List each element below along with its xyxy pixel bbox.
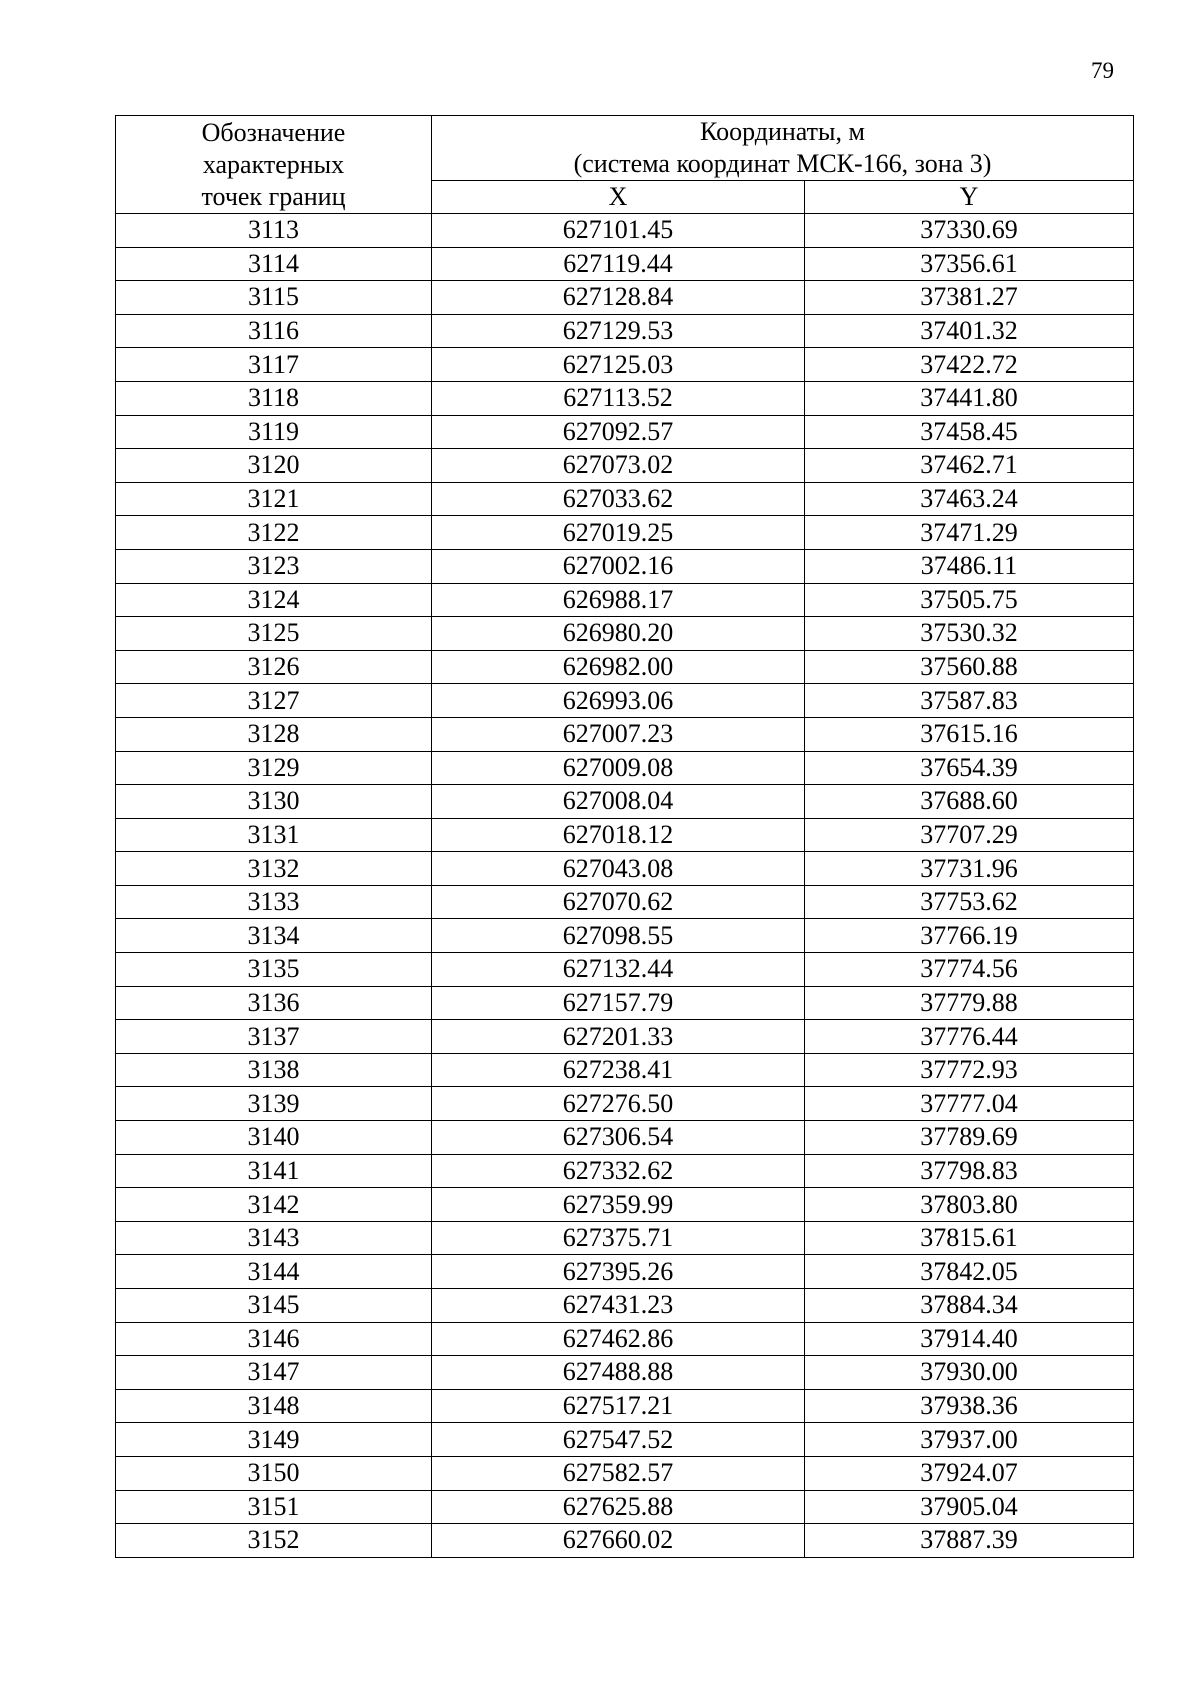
table-row: [116, 314, 1134, 348]
x-coordinate-cell: 627128.84: [432, 281, 805, 315]
table-row: [116, 785, 1134, 819]
x-coordinate-cell: 627157.79: [432, 986, 805, 1020]
x-coordinate-cell: 627073.02: [432, 449, 805, 483]
y-coordinate-cell: 37401.32: [805, 314, 1134, 348]
y-coordinate-cell: 37766.19: [805, 919, 1134, 953]
point-id-cell: 3138: [116, 1053, 432, 1087]
table-row: [116, 1053, 1134, 1087]
table-row: [116, 717, 1134, 751]
table-row: [116, 549, 1134, 583]
y-coordinate-cell: 37938.36: [805, 1389, 1134, 1423]
x-coordinate-cell: 627033.62: [432, 482, 805, 516]
point-id-cell: 3130: [116, 785, 432, 819]
table-row: [116, 214, 1134, 248]
x-coordinate-cell: 627431.23: [432, 1289, 805, 1323]
table-row: [116, 617, 1134, 651]
y-coordinate-cell: 37803.80: [805, 1188, 1134, 1222]
y-coordinate-cell: 37842.05: [805, 1255, 1134, 1289]
point-id-cell: 3150: [116, 1456, 432, 1490]
table-row: [116, 348, 1134, 382]
point-id-cell: 3148: [116, 1389, 432, 1423]
x-coordinate-cell: 627488.88: [432, 1356, 805, 1390]
page-number: 79: [1091, 58, 1114, 83]
x-coordinate-cell: 627625.88: [432, 1490, 805, 1524]
point-id-header-line-3: точек границ: [201, 181, 346, 211]
y-coordinate-cell: 37884.34: [805, 1289, 1134, 1323]
x-coordinate-cell: 627238.41: [432, 1053, 805, 1087]
point-id-cell: 3136: [116, 986, 432, 1020]
table-row: [116, 1154, 1134, 1188]
point-id-cell: 3125: [116, 617, 432, 651]
y-coordinate-cell: 37458.45: [805, 415, 1134, 449]
x-coordinate-cell: 627660.02: [432, 1524, 805, 1558]
y-coordinate-cell: 37471.29: [805, 516, 1134, 550]
point-id-cell: 3143: [116, 1221, 432, 1255]
point-id-cell: 3144: [116, 1255, 432, 1289]
table-row: [116, 1221, 1134, 1255]
y-coordinate-cell: 37779.88: [805, 986, 1134, 1020]
x-coordinate-cell: 627359.99: [432, 1188, 805, 1222]
y-coordinate-cell: 37774.56: [805, 953, 1134, 987]
x-coordinate-cell: 627129.53: [432, 314, 805, 348]
x-coordinate-cell: 627092.57: [432, 415, 805, 449]
table-row: [116, 818, 1134, 852]
x-coordinate-cell: 627395.26: [432, 1255, 805, 1289]
point-id-cell: 3137: [116, 1020, 432, 1054]
point-id-cell: 3131: [116, 818, 432, 852]
y-coordinate-cell: 37772.93: [805, 1053, 1134, 1087]
point-id-cell: 3139: [116, 1087, 432, 1121]
point-id-cell: 3121: [116, 482, 432, 516]
x-coordinate-cell: 627043.08: [432, 852, 805, 886]
y-coordinate-cell: 37887.39: [805, 1524, 1134, 1558]
table-row: [116, 583, 1134, 617]
x-coordinate-cell: 627276.50: [432, 1087, 805, 1121]
y-coordinate-cell: 37505.75: [805, 583, 1134, 617]
y-coordinate-cell: 37462.71: [805, 449, 1134, 483]
table-row: [116, 281, 1134, 315]
x-coordinate-cell: 627375.71: [432, 1221, 805, 1255]
point-id-cell: 3142: [116, 1188, 432, 1222]
table-row: [116, 1389, 1134, 1423]
table-row: [116, 1423, 1134, 1457]
y-coordinate-cell: 37753.62: [805, 885, 1134, 919]
x-coordinate-cell: 627306.54: [432, 1121, 805, 1155]
table-row: [116, 684, 1134, 718]
x-coordinate-cell: 627517.21: [432, 1389, 805, 1423]
table-row: [116, 650, 1134, 684]
x-coordinate-cell: 627019.25: [432, 516, 805, 550]
table-row: [116, 1188, 1134, 1222]
y-coordinate-cell: 37422.72: [805, 348, 1134, 382]
y-coordinate-cell: 37654.39: [805, 751, 1134, 785]
y-coordinate-cell: 37356.61: [805, 247, 1134, 281]
x-coordinate-cell: 627018.12: [432, 818, 805, 852]
y-coordinate-cell: 37798.83: [805, 1154, 1134, 1188]
y-coordinate-cell: 37615.16: [805, 717, 1134, 751]
table-row: [116, 247, 1134, 281]
x-coordinate-cell: 627007.23: [432, 717, 805, 751]
point-id-cell: 3114: [116, 247, 432, 281]
x-coordinate-cell: 626982.00: [432, 650, 805, 684]
y-coordinate-cell: 37815.61: [805, 1221, 1134, 1255]
x-coordinate-cell: 627002.16: [432, 549, 805, 583]
y-coordinate-cell: 37381.27: [805, 281, 1134, 315]
table-row: [116, 381, 1134, 415]
table-row: [116, 986, 1134, 1020]
y-coordinate-cell: 37707.29: [805, 818, 1134, 852]
table-row: [116, 1020, 1134, 1054]
point-id-cell: 3117: [116, 348, 432, 382]
y-coordinate-cell: 37731.96: [805, 852, 1134, 886]
table-row: [116, 1356, 1134, 1390]
x-coordinate-cell: 627070.62: [432, 885, 805, 919]
table-row: [116, 1255, 1134, 1289]
table-row: [116, 1322, 1134, 1356]
point-id-cell: 3123: [116, 549, 432, 583]
x-coordinate-cell: 627008.04: [432, 785, 805, 819]
x-coordinate-cell: 627332.62: [432, 1154, 805, 1188]
x-coordinate-cell: 626988.17: [432, 583, 805, 617]
x-coordinate-cell: 627009.08: [432, 751, 805, 785]
point-id-header-line-2: характерных: [202, 149, 345, 179]
point-id-cell: 3118: [116, 381, 432, 415]
coordinates-header: [432, 116, 1134, 181]
table-body: [116, 214, 1134, 1558]
x-coordinate-cell: 627113.52: [432, 381, 805, 415]
table-row: [116, 449, 1134, 483]
point-id-header: [116, 116, 432, 214]
point-id-cell: 3141: [116, 1154, 432, 1188]
point-id-cell: 3151: [116, 1490, 432, 1524]
table-row: [116, 1087, 1134, 1121]
y-coordinate-cell: 37776.44: [805, 1020, 1134, 1054]
y-coordinate-cell: 37441.80: [805, 381, 1134, 415]
x-coordinate-cell: 627582.57: [432, 1456, 805, 1490]
point-id-cell: 3133: [116, 885, 432, 919]
point-id-cell: 3129: [116, 751, 432, 785]
x-coordinate-cell: 627098.55: [432, 919, 805, 953]
point-id-cell: 3149: [116, 1423, 432, 1457]
y-coordinate-cell: 37587.83: [805, 684, 1134, 718]
table-row: [116, 1456, 1134, 1490]
y-coordinate-cell: 37937.00: [805, 1423, 1134, 1457]
y-coordinate-cell: 37688.60: [805, 785, 1134, 819]
table-row: [116, 516, 1134, 550]
y-coordinate-cell: 37905.04: [805, 1490, 1134, 1524]
y-coordinate-cell: 37930.00: [805, 1356, 1134, 1390]
y-coordinate-cell: 37463.24: [805, 482, 1134, 516]
y-column-header: Y: [805, 181, 1134, 214]
x-coordinate-cell: 627132.44: [432, 953, 805, 987]
x-coordinate-cell: 627201.33: [432, 1020, 805, 1054]
table-row: [116, 1490, 1134, 1524]
table-header: [116, 116, 1134, 214]
table-row: [116, 751, 1134, 785]
x-coordinate-cell: 627101.45: [432, 214, 805, 248]
y-coordinate-cell: 37777.04: [805, 1087, 1134, 1121]
y-coordinate-cell: 37789.69: [805, 1121, 1134, 1155]
y-coordinate-cell: 37924.07: [805, 1456, 1134, 1490]
point-id-cell: 3119: [116, 415, 432, 449]
x-coordinate-cell: 627119.44: [432, 247, 805, 281]
point-id-cell: 3147: [116, 1356, 432, 1390]
y-coordinate-cell: 37560.88: [805, 650, 1134, 684]
point-id-cell: 3152: [116, 1524, 432, 1558]
y-coordinate-cell: 37530.32: [805, 617, 1134, 651]
point-id-cell: 3132: [116, 852, 432, 886]
point-id-cell: 3140: [116, 1121, 432, 1155]
table-row: [116, 1524, 1134, 1558]
x-coordinate-cell: 626993.06: [432, 684, 805, 718]
point-id-cell: 3124: [116, 583, 432, 617]
coordinates-header-line-1: Координаты, м: [700, 117, 865, 146]
point-id-cell: 3145: [116, 1289, 432, 1323]
point-id-cell: 3135: [116, 953, 432, 987]
y-coordinate-cell: 37330.69: [805, 214, 1134, 248]
table-row: [116, 415, 1134, 449]
x-column-header: X: [432, 181, 805, 214]
point-id-cell: 3113: [116, 214, 432, 248]
table-row: [116, 885, 1134, 919]
table-row: [116, 1289, 1134, 1323]
point-id-cell: 3134: [116, 919, 432, 953]
table-row: [116, 1121, 1134, 1155]
point-id-cell: 3116: [116, 314, 432, 348]
point-id-header-line-1: Обозначение: [201, 117, 346, 147]
point-id-cell: 3120: [116, 449, 432, 483]
table-row: [116, 482, 1134, 516]
point-id-cell: 3122: [116, 516, 432, 550]
coordinates-table: [115, 115, 1134, 1558]
table-row: [116, 919, 1134, 953]
point-id-cell: 3115: [116, 281, 432, 315]
x-coordinate-cell: 627125.03: [432, 348, 805, 382]
coordinates-header-line-2: (система координат МСК-166, зона 3): [573, 149, 992, 178]
x-coordinate-cell: 627547.52: [432, 1423, 805, 1457]
y-coordinate-cell: 37914.40: [805, 1322, 1134, 1356]
x-coordinate-cell: 627462.86: [432, 1322, 805, 1356]
table-row: [116, 953, 1134, 987]
point-id-cell: 3126: [116, 650, 432, 684]
table-row: [116, 852, 1134, 886]
point-id-cell: 3146: [116, 1322, 432, 1356]
point-id-cell: 3128: [116, 717, 432, 751]
point-id-cell: 3127: [116, 684, 432, 718]
y-coordinate-cell: 37486.11: [805, 549, 1134, 583]
x-coordinate-cell: 626980.20: [432, 617, 805, 651]
